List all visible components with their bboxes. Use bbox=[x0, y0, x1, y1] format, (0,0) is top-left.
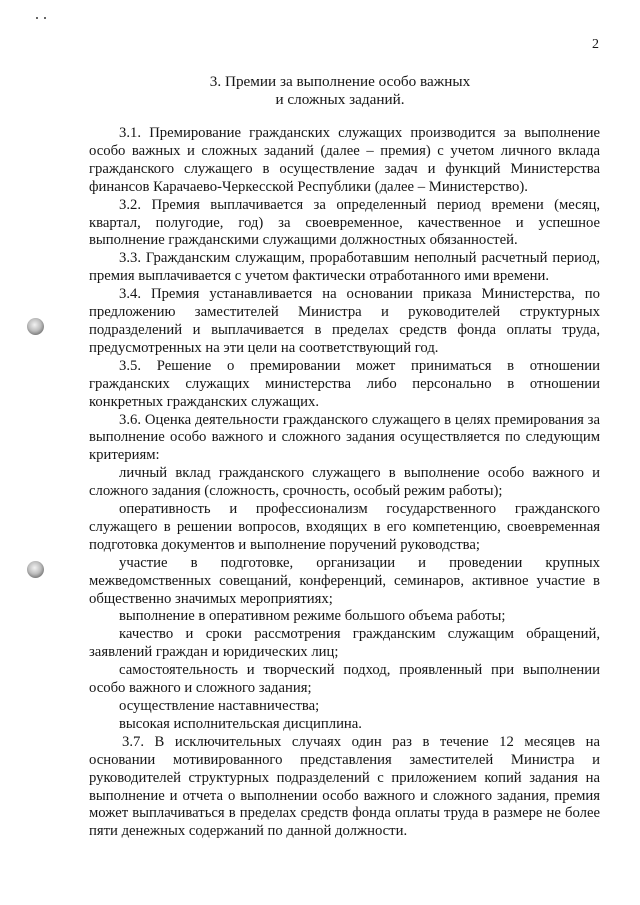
page-number: 2 bbox=[592, 37, 599, 52]
paragraph-3-6: 3.6. Оценка деятельности гражданского служащего в целях премирования за выполнение особо важного и сложного задания осуществляется по следующим критериям: bbox=[89, 411, 600, 464]
criterion-item: выполнение в оперативном режиме большого объема работы; bbox=[119, 608, 506, 625]
criterion-item: качество и сроки рассмотрения гражданским служащим обращений, заявлений граждан и юридических лиц; bbox=[89, 626, 600, 661]
section-heading bbox=[170, 73, 510, 109]
section-heading-line-1: 3. Премии за выполнение особо важных bbox=[209, 73, 471, 90]
paragraph-3-5: 3.5. Решение о премировании может приниматься в отношении гражданских служащих министерства либо персонально в отношении конкретных гражданских служащих. bbox=[89, 357, 600, 410]
criterion-item: высокая исполнительская дисциплина. bbox=[119, 715, 362, 732]
punch-hole-icon bbox=[27, 561, 44, 578]
punch-hole-icon bbox=[27, 318, 44, 335]
paragraph-3-7: 3.7. В исключительных случаях один раз в течение 12 месяцев на основании мотивированного представления заместителей Министра и руководителей структурных подразделений с приложением копий задания на выполнение и отчета о выполнении особо важного и сложного задания, премия может выплачиваться в пределах средств фонда оплаты труда в размере не более пяти денежных содержаний по данной должности. bbox=[89, 733, 600, 840]
criterion-item: личный вклад гражданского служащего в выполнение особо важного и сложного задания (сложность, срочность, особый режим работы); bbox=[89, 465, 600, 500]
paragraph-3-1: 3.1. Премирование гражданских служащих производится за выполнение особо важных и сложных заданий (далее – премия) с учетом личного вклада гражданского служащего в осуществление задач и функций Министерства финансов Карачаево-Черкесской Республики (далее – Министерство). bbox=[89, 125, 600, 195]
criterion-item: оперативность и профессионализм государственного гражданского служащего в решении вопросов, входящих в его компетенцию, своевременная подготовка документов и выполнение поручений руководства; bbox=[89, 501, 600, 553]
section-heading-line-2: и сложных заданий. bbox=[275, 91, 405, 108]
paragraph-3-2: 3.2. Премия выплачивается за определенный период времени (месяц, квартал, полугодие, год) за своевременное, качественное и успешное выполнение гражданскими служащими должностных обязанностей. bbox=[89, 196, 600, 249]
scan-speck bbox=[36, 17, 38, 19]
paragraph-3-3: 3.3. Гражданским служащим, проработавшим неполный расчетный период, премия выплачивается с учетом фактически отработанного ими времени. bbox=[89, 250, 600, 285]
document-body bbox=[89, 125, 600, 841]
paragraph-3-4: 3.4. Премия устанавливается на основании приказа Министерства, по предложению заместителей Министра и руководителей структурных подразделений и выплачивается в пределах средств фонда оплаты труда, предусмотренных на эти цели на соответствующий год. bbox=[89, 286, 600, 356]
criterion-item: участие в подготовке, организации и проведении крупных межведомственных совещаний, конференций, семинаров, активное участие в общественно значимых мероприятиях; bbox=[89, 554, 600, 607]
scan-speck bbox=[44, 17, 46, 19]
criterion-item: самостоятельность и творческий подход, проявленный при выполнении особо важного и сложного задания; bbox=[89, 662, 600, 697]
criterion-item: осуществление наставничества; bbox=[119, 698, 320, 714]
